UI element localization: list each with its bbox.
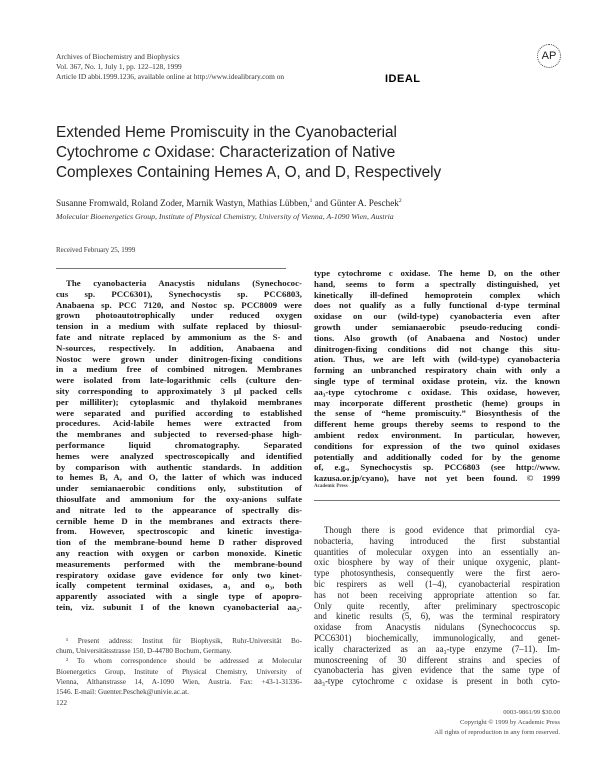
text-line: potentially and additionally coded for by the genome xyxy=(314,451,560,462)
text-line: bic respirers as well (1–4), cyanobacterial respiration xyxy=(314,578,560,589)
text-line: has not been receiving appropriate attention so far. xyxy=(314,589,560,600)
publisher-seal-icon: AP xyxy=(537,44,561,68)
text-line: ically characterized as an aa₃-type enzyme (7–11). Im- xyxy=(314,643,560,654)
text-line: ¹ Present address: Institut für Biophysik, Ruhr-Universität Bo- xyxy=(66,636,302,645)
title-line: Complexes Containing Hemes A, O, and D, Respectively xyxy=(56,164,442,181)
abstract-end-rule xyxy=(314,500,560,501)
text-line: conditions for expression of the two quinol oxidases xyxy=(314,440,560,451)
title-part: Oxidase: Characterization of Native xyxy=(150,144,396,161)
footnote-ref: 1 xyxy=(309,198,313,204)
text-line: sity corresponding to approximately 3 μl packed cells xyxy=(56,385,302,396)
title-part: Cytochrome xyxy=(56,144,143,161)
abstract-rule xyxy=(56,268,286,269)
paper-title xyxy=(56,123,441,183)
text-line: performance liquid chromatography. Separated xyxy=(56,439,302,450)
text-line: fate and nitrate replaced by ammonium as the S- and xyxy=(56,331,302,342)
author-names: and Günter A. Peschek xyxy=(312,198,399,209)
title-part: c xyxy=(142,144,151,161)
journal-name: Archives of Biochemistry and Biophysics xyxy=(56,52,180,61)
text-line: per milliliter); cytoplasmic and thylakoid membranes xyxy=(56,396,302,407)
authors xyxy=(56,198,402,208)
text-line: tein, viz. subunit I of the known cyanobacterial aa₃- xyxy=(56,601,302,612)
text-line: procedures. Acid-labile hemes were extracted from xyxy=(56,418,302,429)
text-line: under semianaerobic conditions only, substitution of xyxy=(56,483,302,494)
text-line: 1546. E-mail: Guenter.Peschek@univie.ac.at. xyxy=(56,686,189,696)
text-line: quantities of molecular oxygen into an essentially an- xyxy=(314,546,560,557)
text-line: measurements performed with the membrane-bound xyxy=(56,558,302,569)
received-date: Received February 25, 1999 xyxy=(56,246,136,254)
text-line: growth under semianaerobic pseudo-reducing condi- xyxy=(314,321,560,332)
text-line: cyanobacteria has given evidence that the same type of xyxy=(314,665,560,676)
text-line: munoscreening of 30 different strains and species of xyxy=(314,654,560,665)
text-line: may incorporate different prosthetic (heme) groups in xyxy=(314,397,560,408)
text-line: N-sources, respectively. In addition, Anabaena and xyxy=(56,342,302,353)
copyright-line: Copyright © 1999 by Academic Press xyxy=(459,719,560,727)
text-line: grown photoautotrophically under reduced oxygen xyxy=(56,310,302,321)
text-line: Vienna, Althanstrasse 14, A-1090 Wien, Austria. Fax: +43-1-31336- xyxy=(56,676,302,686)
text-line: chum, Universitätsstrasse 150, D-44780 Bochum, Germany. xyxy=(56,646,232,656)
journal-header xyxy=(56,52,284,82)
text-line: Anabaena sp. PCC 7120, and Nostoc sp. PCC8009 were xyxy=(56,299,302,310)
text-line: single type of terminal oxidase protein, viz. the known xyxy=(314,375,560,386)
text-line: The cyanobacteria Anacystis nidulans (Synechococ- xyxy=(66,278,302,288)
text-line: dinitrogen-fixing conditions did not change this situ- xyxy=(314,343,560,354)
text-line: hemes were analyzed spectroscopically and identified xyxy=(56,450,302,461)
text-line: were isolated from late-logarithmic cells (culture den- xyxy=(56,375,302,386)
abstract-right xyxy=(314,268,560,484)
text-line: ically competent terminal oxidases, a₃ and o₃, both xyxy=(56,580,302,591)
text-line: PCC6301) biochemically, immunologically, and genet- xyxy=(314,632,560,643)
text-line: and kinetic results (5, 6), was the terminal respiratory xyxy=(314,611,560,622)
text-line: of, e.g., Synechocystis sp. PCC6803 (see http://www. xyxy=(314,462,560,473)
text-line: different heme groups thereby seems to respond to the xyxy=(314,419,560,430)
text-line: hand, seems to form a spectrally distinguished, yet xyxy=(314,278,560,289)
text-line: and nitrate led to the appearance of spectrally dis- xyxy=(56,504,302,515)
body-text-right xyxy=(314,525,560,687)
text-line: ation. Thus, we are left with (wild-type) cyanobacteria xyxy=(314,354,560,365)
text-line: respiratory oxidase gave evidence for only two kinet- xyxy=(56,569,302,580)
text-line: Though there is good evidence that primordial cya- xyxy=(324,525,560,535)
text-line: in a medium free of combined nitrogen. Membranes xyxy=(56,364,302,375)
text-line: tension in a medium with sulfate replaced by thiosul- xyxy=(56,321,302,332)
abstract-publisher: Academic Press xyxy=(314,484,348,489)
text-line: kinetically ill-defined hemoprotein complex which xyxy=(314,289,560,300)
text-line: cernible heme D in the membranes and extracts there- xyxy=(56,515,302,526)
title-line: Extended Heme Promiscuity in the Cyanobacterial xyxy=(56,124,397,141)
text-line: oxidase from Anacystis nidulans (Synechococcus sp. xyxy=(314,622,560,633)
text-line: apparently associated with a single type of apopro- xyxy=(56,591,302,602)
text-line: by comparison with authentic standards. In addition xyxy=(56,461,302,472)
text-line: ² To whom correspondence should be addressed at Molecular xyxy=(66,656,302,666)
text-line: oxidase on our (wild-type) cyanobacteria even after xyxy=(314,311,560,322)
title-line xyxy=(56,143,441,163)
copyright-block xyxy=(434,708,560,739)
text-line: ambient redox environment. In particular, however, xyxy=(314,429,560,440)
copyright-line: 0003-9861/99 $30.00 xyxy=(503,709,560,716)
text-line: to hemes B, A, and O, the latter of which was induced xyxy=(56,472,302,483)
copyright-line: All rights of reproduction in any form reserved. xyxy=(434,729,560,737)
text-line: aa₃-type cytochrome c oxidase is present in both cyto- xyxy=(314,676,560,687)
ideal-logo: IDEAL xyxy=(385,73,421,85)
text-line: cus sp. PCC6301), Synechocystis sp. PCC6803, xyxy=(56,288,302,299)
text-line: nobacteria, having introduced the first substantial xyxy=(314,535,560,546)
text-line: were separated and purified according to established xyxy=(56,407,302,418)
footnote-ref: 2 xyxy=(398,198,402,204)
text-line: tion of the membrane-bound heme D rather disproved xyxy=(56,537,302,548)
text-line: Only quite recently, after preliminary spectroscopic xyxy=(314,600,560,611)
page-number: 122 xyxy=(56,698,68,707)
text-line: kazusa.or.jp/cyano), have not yet been found. © 1999 xyxy=(314,473,560,484)
text-line: does not qualify as a fully functional d-type terminal xyxy=(314,300,560,311)
text-line: from. However, spectroscopic and kinetic investiga- xyxy=(56,526,302,537)
text-line: type photosynthesis, consequently were the first aero- xyxy=(314,568,560,579)
affiliation: Molecular Bioenergetics Group, Institute of Physical Chemistry, University of Vienna, A-1090 Wien, Austria xyxy=(56,212,394,221)
text-line: oxic biosphere by way of their unique oxygenic, plant- xyxy=(314,557,560,568)
footnotes xyxy=(56,636,302,697)
text-line: Nostoc were grown under dinitrogen-fixing conditions xyxy=(56,353,302,364)
text-line: the sense of “heme promiscuity.” Biosynthesis of the xyxy=(314,408,560,419)
journal-volume: Vol. 367, No. 1, July 1, pp. 122–128, 1999 xyxy=(56,62,182,71)
text-line: tions. Also growth (of Anabaena and Nostoc) under xyxy=(314,332,560,343)
author-names: Susanne Fromwald, Roland Zoder, Marnik Wastyn, Mathias Lübben, xyxy=(56,198,310,209)
text-line: any reaction with oxygen or carbon monoxide. Kinetic xyxy=(56,547,302,558)
text-line: thiosulfate and ammonium for the oxy-anions sulfate xyxy=(56,493,302,504)
text-line: forming an unbranched respiratory chain with only a xyxy=(314,365,560,376)
text-line: the membranes and subjected to reversed-phase high- xyxy=(56,429,302,440)
article-id: Article ID abbi.1999.1236, available online at http://www.idealibrary.com on xyxy=(56,72,285,81)
text-line: Bioenergetics Group, Institute of Physical Chemistry, University of xyxy=(56,666,302,676)
text-line: aa₃-type cytochrome c oxidase. This oxidase, however, xyxy=(314,386,560,397)
text-line: type cytochrome c oxidase. The heme D, on the other xyxy=(314,268,560,278)
abstract-left xyxy=(56,278,302,613)
